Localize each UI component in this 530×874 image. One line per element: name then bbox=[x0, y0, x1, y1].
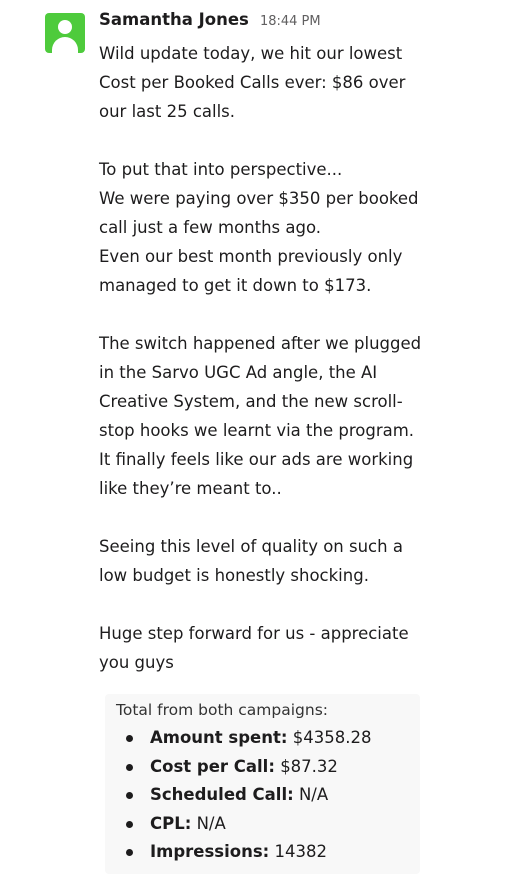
campaign-stats-box bbox=[105, 694, 420, 874]
bullet-dot-icon bbox=[126, 821, 133, 828]
message-line: you guys bbox=[99, 653, 174, 672]
stats-title: Total from both campaigns: bbox=[116, 701, 328, 719]
stat-value: $4358.28 bbox=[292, 728, 372, 747]
message-paragraph bbox=[99, 155, 499, 300]
message-line: like they’re meant to.. bbox=[99, 479, 282, 498]
stat-label: Impressions: bbox=[150, 842, 270, 861]
message-body bbox=[99, 39, 499, 677]
stats-item-scheduled-call bbox=[105, 781, 371, 810]
message-paragraph bbox=[99, 39, 499, 126]
message-line: managed to get it down to $173. bbox=[99, 276, 372, 295]
message-line: To put that into perspective... bbox=[99, 160, 343, 179]
bullet-dot-icon bbox=[126, 764, 133, 771]
message-line: Even our best month previously only bbox=[99, 247, 403, 266]
message-line: Cost per Booked Calls ever: $86 over bbox=[99, 73, 406, 92]
message-line: Seeing this level of quality on such a bbox=[99, 537, 403, 556]
message-line: Huge step forward for us - appreciate bbox=[99, 624, 409, 643]
message-line: call just a few months ago. bbox=[99, 218, 322, 237]
avatar-head bbox=[58, 20, 72, 34]
bullet-dot-icon bbox=[126, 849, 133, 856]
message-line: in the Sarvo UGC Ad angle, the AI bbox=[99, 363, 378, 382]
stats-item-impressions bbox=[105, 838, 371, 867]
message-header bbox=[99, 10, 321, 29]
message-line: low budget is honestly shocking. bbox=[99, 566, 369, 585]
message-line: Wild update today, we hit our lowest bbox=[99, 44, 403, 63]
stats-item-cpl bbox=[105, 810, 371, 839]
message-line: Creative System, and the new scroll- bbox=[99, 392, 403, 411]
user-avatar-icon[interactable] bbox=[45, 13, 85, 53]
avatar-shoulders bbox=[52, 37, 78, 53]
message-timestamp[interactable]: 18:44 PM bbox=[259, 14, 321, 29]
message-line: It finally feels like our ads are working bbox=[99, 450, 414, 469]
stat-label: Scheduled Call: bbox=[150, 785, 294, 804]
stat-value: N/A bbox=[298, 785, 329, 804]
stat-value: N/A bbox=[196, 813, 226, 833]
stat-label: CPL: bbox=[150, 813, 192, 833]
message-line: stop hooks we learnt via the program. bbox=[99, 421, 415, 440]
message-paragraph bbox=[99, 532, 499, 590]
stat-label: Cost per Call: bbox=[150, 756, 275, 776]
message-line: The switch happened after we plugged bbox=[99, 334, 422, 353]
stats-item-amount-spent bbox=[105, 724, 371, 753]
message-paragraph bbox=[99, 619, 499, 677]
stat-value: $87.32 bbox=[280, 756, 338, 776]
message-line: our last 25 calls. bbox=[99, 102, 236, 121]
bullet-dot-icon bbox=[126, 792, 133, 799]
stats-item-cost-per-call bbox=[105, 753, 371, 782]
sender-name[interactable]: Samantha Jones bbox=[99, 10, 249, 29]
stat-value: 14382 bbox=[274, 842, 328, 861]
message-line: We were paying over $350 per booked bbox=[99, 189, 419, 208]
stats-list bbox=[105, 724, 371, 867]
stat-label: Amount spent: bbox=[150, 728, 288, 747]
message-paragraph bbox=[99, 329, 499, 503]
bullet-dot-icon bbox=[126, 735, 133, 742]
